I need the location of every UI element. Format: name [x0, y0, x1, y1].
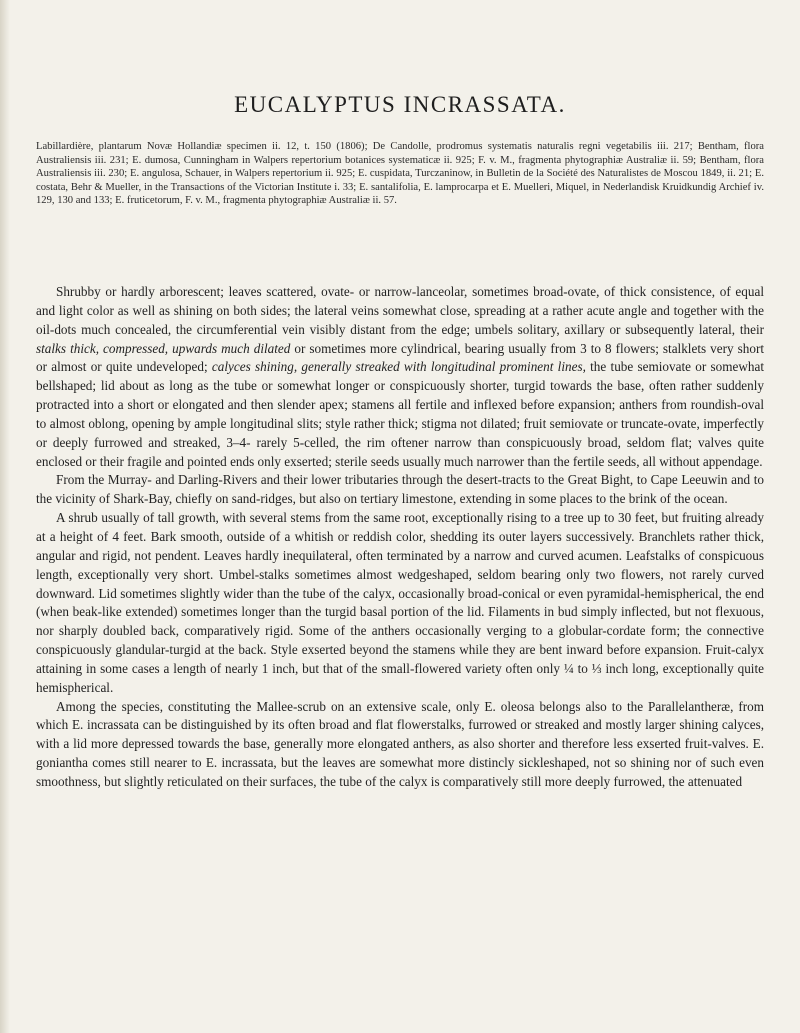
distribution-paragraph: From the Murray- and Darling-Rivers and their lower tributaries through the desert-tracts to the Great Bight, to Cape Leeuwin and to the vicinity of Shark-Bay, chiefly on sand-ridges, but also on tertiary limestone, extending in some places to the brink of the ocean. [36, 472, 764, 507]
description-paragraph [36, 283, 764, 471]
page-edge-shadow [0, 0, 10, 1033]
bibliographic-references: Labillardière, plantarum Novæ Hollandiæ specimen ii. 12, t. 150 (1806); De Candolle, prodromus systematis naturalis regni vegetabilis iii. 217; Bentham, flora Australiensis iii. 231; E. dumosa, Cunningham in Walpers repertorium botanices systematicæ ii. 925; F. v. M., fragmenta phytographiæ Australiæ ii. 59; Bentham, flora Australiensis iii. 230; E. angulosa, Schauer, in Walpers repertorium ii. 925; E. cuspidata, Turczaninow, in Bulletin de la Société des Naturalistes de Moscou 1849, ii. 21; E. costata, Behr & Mueller, in the Transactions of the Victorian Institute i. 33; E. santalifolia, E. lamprocarpa et E. Muelleri, Miquel, in Nederlandisk Kruidkundig Archief iv. 129, 130 and 133; E. fruticetorum, F. v. M., fragmenta phytographiæ Australiæ ii. 57. [36, 141, 764, 207]
description-part-1: Shrubby or hardly arborescent; leaves scattered, ovate- or narrow-lanceolar, sometimes broad-ovate, of thick consistence, of equal and light color as well as shining on both sides; the lateral veins somewhat close, spreading at a rather acute angle and together with the oil-dots much concealed, the circumferential vein visibly distant from the edge; umbels solitary, axillary or subsequently lateral, their [36, 284, 764, 337]
description-italic-stalks: stalks thick, compressed, upwards much dilated [36, 340, 291, 356]
description-part-2: or sometimes more cylindrical, bearing usually from 3 to 8 flowers; stalklets very short or almost or quite undeveloped; [36, 340, 764, 375]
description-italic-calyces: calyces shining, generally streaked with longitudinal prominent lines, [211, 359, 586, 375]
comparison-paragraph: Among the species, constituting the Mallee-scrub on an extensive scale, only E. oleosa belongs also to the Parallelantheræ, from which E. incrassata can be distinguished by its often broad and flat flowerstalks, furrowed or streaked and mostly larger shining calyces, with a lid more depressed towards the base, generally more elongated anthers, as also shorter and therefore less exserted fruit-valves. E. goniantha comes still nearer to E. incrassata, but the leaves are somewhat more distincly sickleshaped, not so shining nor of such even smoothness, but slightly reticulated on their surfaces, the tube of the calyx is comparatively still more deeply furrowed, the attenuated [36, 698, 764, 789]
page-title: EUCALYPTUS INCRASSATA. [234, 92, 566, 117]
description-part-3: the tube semiovate or somewhat bellshaped; lid about as long as the tube or somewhat longer or conspicuously shorter, turgid towards the base, often rather suddenly protracted into a short or elongated and then slender apex; stamens all fertile and inflexed before expansion; anthers from roundish-oval to almost oblong, opening by ample longitudinal slits; style rather thick; stigma not dilated; fruit semiovate or truncate-ovate, imperfectly or deeply furrowed and streaked, 3–4- rarely 5-celled, the rim oftener narrow than conspicuously broad, seldom flat; valves quite enclosed or their fragile and pointed ends only exserted; sterile seeds usually much narrower than the fertile seeds, all without appendage. [36, 359, 764, 469]
body-text [36, 283, 764, 792]
habit-paragraph: A shrub usually of tall growth, with several stems from the same root, exceptionally rising to a tree up to 30 feet, but fruiting already at a height of 4 feet. Bark smooth, outside of a whitish or reddish color, shedding its outer layers successively. Branchlets rather thick, angular and rigid, not pendent. Leaves hardly inequilateral, often terminated by a narrow and curved acumen. Leafstalks of conspicuous length, exceptionally very short. Umbel-stalks sometimes almost wedgeshaped, seldom bearing only two flowers, not rarely curved downward. Lid sometimes slightly wider than the tube of the calyx, occasionally broad-conical or even pyramidal-hemispherical, the end (when beak-like extended) sometimes longer than the turgid basal portion of the lid. Filaments in bud simply inflected, but not flexuous, nor sharply doubled back, comparatively rigid. Some of the anthers occasionally verging to a globular-cordate form; the connective conspicuously glandular-turgid at the back. Style exserted beyond the stamens while they are bent inward before expansion. Fruit-calyx attaining in some cases a length of nearly 1 inch, but that of the small-flowered variety often only ¼ to ⅓ inch long, exceptionally quite hemispherical. [36, 510, 764, 695]
